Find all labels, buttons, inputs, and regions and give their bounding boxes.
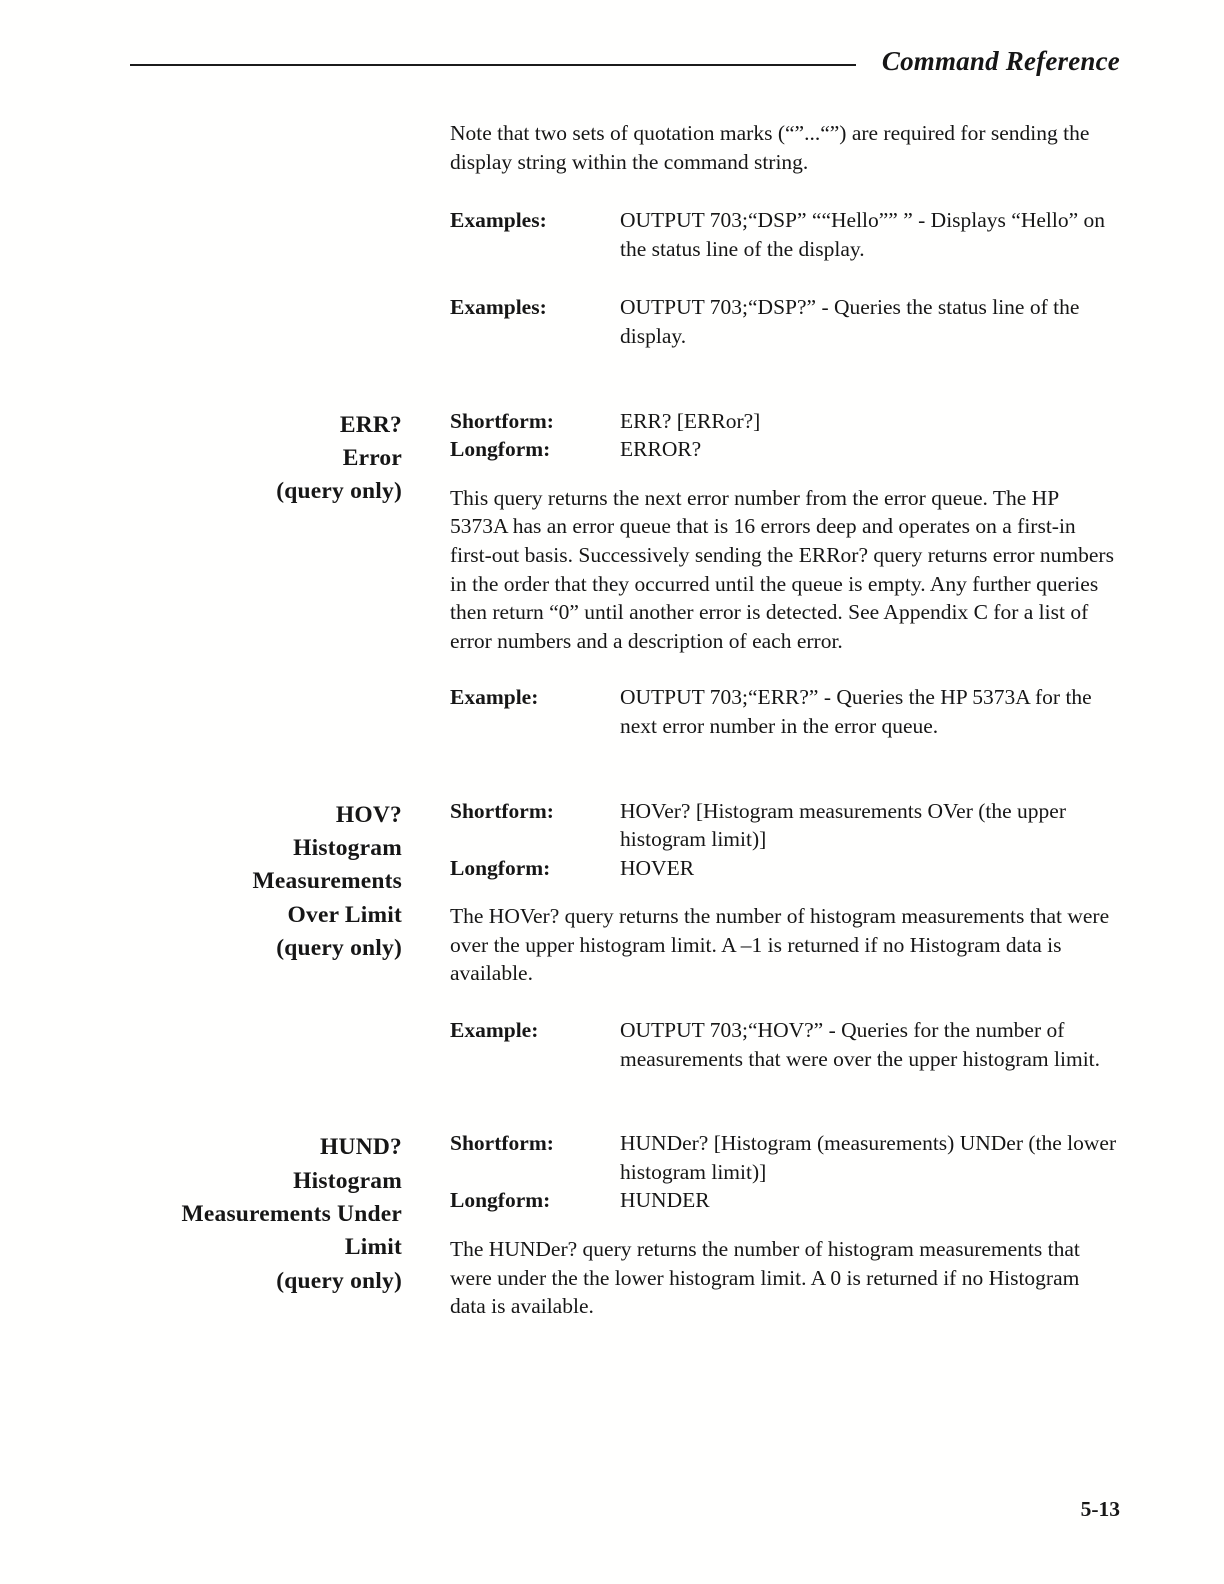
example-text: OUTPUT 703;“ERR?” - Queries the HP 5373A for the next error number in the error queue. [620,685,1092,738]
example-row [450,1016,1120,1073]
longform-label: Longform: [450,437,551,462]
shortform-value: HUNDer? [Histogram (measurements) UNDer (the lower histogram limit)] [620,1131,1117,1184]
command-name: HUND? [320,1134,402,1161]
section-hov [130,797,1120,1074]
shortform-label: Shortform: [450,798,554,823]
command-name: HOV? [335,801,402,828]
page-header [130,46,1120,77]
example-row [450,683,1120,740]
command-qualifier: (query only) [276,934,402,961]
examples-label: Examples: [450,208,547,233]
command-description-line: Limit [344,1234,402,1261]
section-body: The HOVer? query returns the number of histogram measurements that were over the upper histogram limit. A –1 is returned if no Histogram data is available. [450,904,1110,986]
section-err [130,407,1120,741]
longform-value: ERROR? [620,437,702,462]
section-hov-content [450,797,1120,1074]
longform-row [450,435,1120,464]
shortform-row [450,1129,1120,1186]
examples-label: Examples: [450,295,547,320]
command-name: ERR? [339,411,402,438]
section-hund [130,1129,1120,1321]
section-err-heading [130,407,402,509]
longform-row [450,1186,1120,1215]
intro-example-row-2 [450,293,1120,350]
intro-example-row-1 [450,206,1120,263]
longform-label: Longform: [450,1188,551,1213]
intro-note: Note that two sets of quotation marks (“”...“”) are required for sending the display string within the command string. [450,121,1090,174]
shortform-value: HOVer? [Histogram measurements OVer (the upper histogram limit)] [620,798,1066,852]
command-description-line: Measurements [252,868,402,895]
section-hund-content [450,1129,1120,1321]
command-description-line: Measurements Under [181,1200,402,1227]
example-text: OUTPUT 703;“HOV?” - Queries for the number of measurements that were over the upper histogram limit. [620,1018,1101,1071]
command-description-line: Histogram [293,1167,402,1194]
shortform-label: Shortform: [450,408,554,433]
longform-value: HOVER [620,855,695,880]
intro-content [450,119,1120,351]
examples-text: OUTPUT 703;“DSP” ““Hello”” ” - Displays “Hello” on the status line of the display. [620,208,1106,261]
longform-value: HUNDER [620,1188,710,1213]
section-hov-heading [130,797,402,966]
intro-side-spacer [130,119,402,121]
shortform-row [450,797,1120,854]
header-title: Command Reference [881,46,1120,76]
command-qualifier: (query only) [276,1267,402,1294]
command-qualifier: (query only) [276,478,402,505]
header-rule [130,64,856,66]
command-description-line: Histogram [293,834,402,861]
section-err-content [450,407,1120,741]
shortform-value: ERR? [ERRor?] [620,408,761,433]
shortform-label: Shortform: [450,1131,554,1156]
examples-text: OUTPUT 703;“DSP?” - Queries the status line of the display. [620,295,1080,348]
section-hund-heading [130,1129,402,1298]
section-body: The HUNDer? query returns the number of histogram measurements that were under the the lower histogram limit. A 0 is returned if no Histogram data is available. [450,1237,1080,1319]
shortform-row [450,407,1120,436]
page-number: 5-13 [1080,1497,1120,1521]
section-body: This query returns the next error number from the error queue. The HP 5373A has an error queue that is 16 errors deep and operates on a first-in first-out basis. Successively sending the ERRor? query returns error numbers in the order that they occurred until the queue is empty. Any further queries then return “0” until another error is detected. See Appendix C for a list of error numbers and a description of each error. [450,485,1114,653]
longform-row [450,854,1120,883]
example-label: Example: [450,685,539,710]
command-description-line: Error [342,444,402,471]
intro-section [130,119,1120,351]
longform-label: Longform: [450,855,551,880]
command-description-line: Over Limit [287,901,402,928]
example-label: Example: [450,1018,539,1043]
